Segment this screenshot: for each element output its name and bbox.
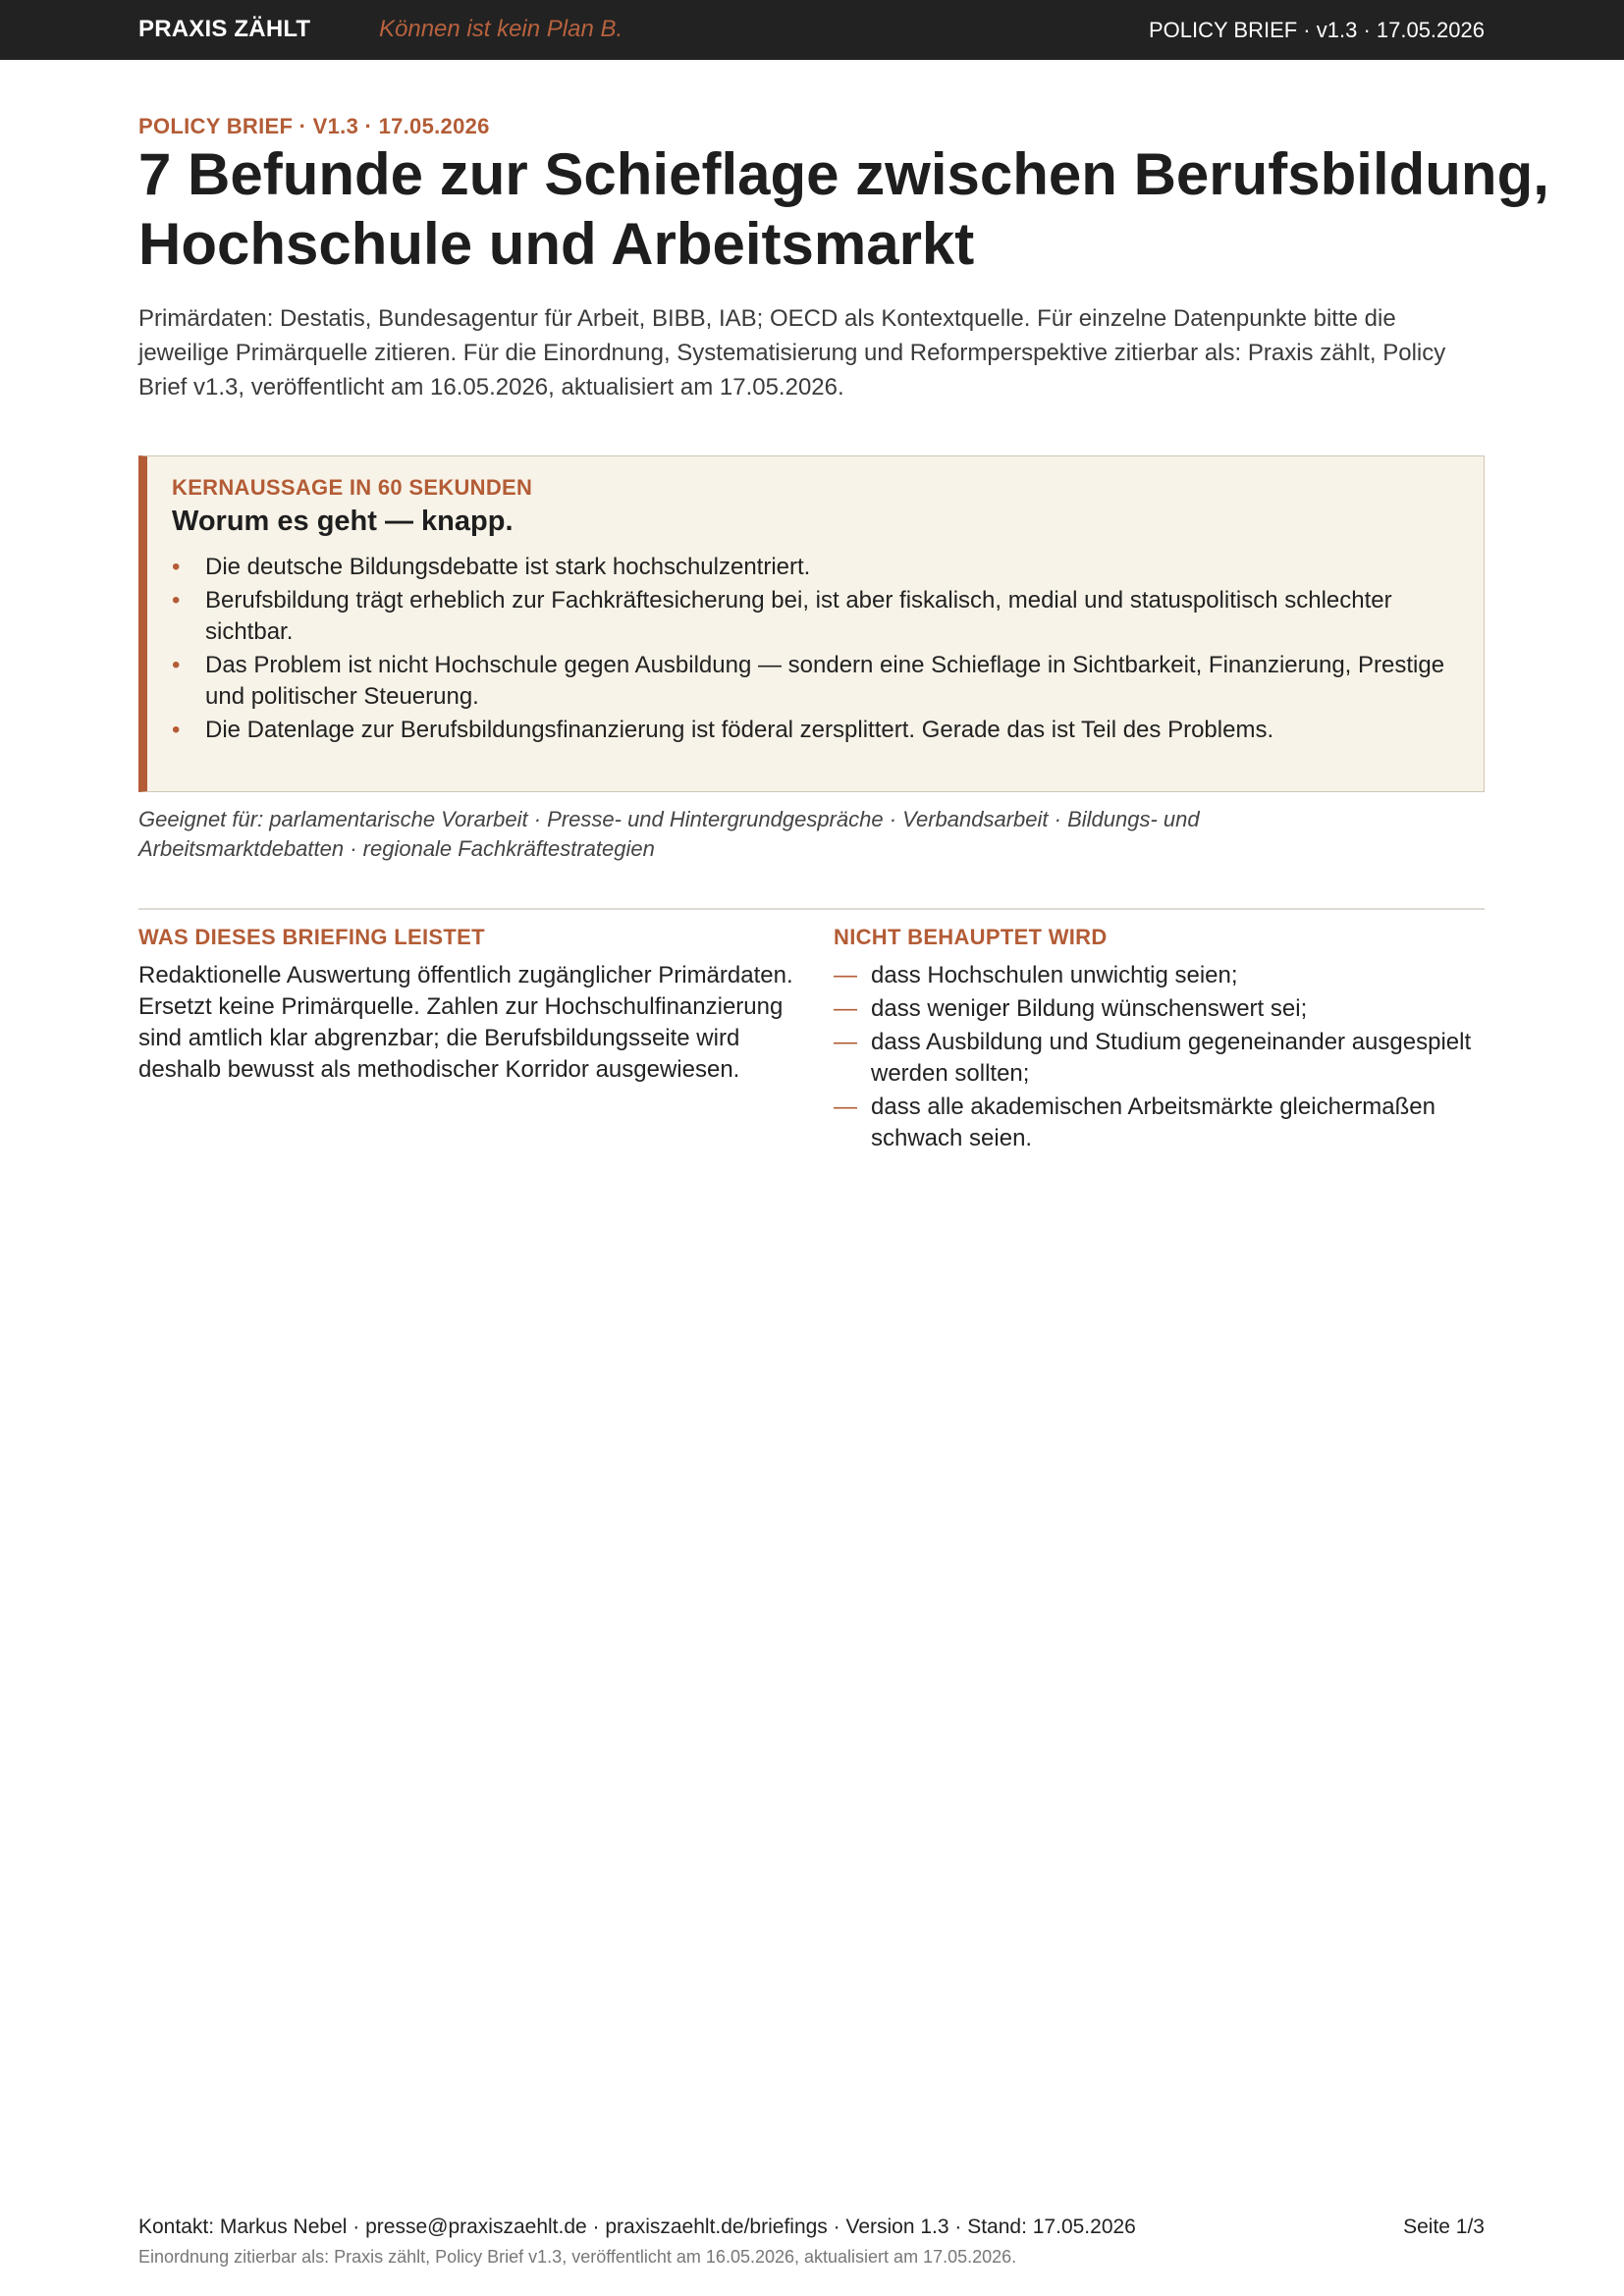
key-message-label: KERNAUSSAGE IN 60 SEKUNDEN — [172, 475, 533, 500]
brand-tagline: Können ist kein Plan B. — [379, 16, 623, 42]
bullet-icon: • — [172, 717, 181, 743]
list-item — [834, 1092, 1485, 1154]
not-claimed-list — [834, 960, 1485, 1154]
briefing-scope-label: WAS DIESES BRIEFING LEISTET — [138, 925, 485, 949]
footer-contact: Kontakt: Markus Nebel · presse@praxiszaehlt.de · praxiszaehlt.de/briefings · Version 1.3 · Stand: 17.05.2026 — [138, 2216, 1136, 2238]
bullet-text: Die deutsche Bildungsdebatte ist stark hochschulzentriert. — [205, 554, 811, 580]
list-item — [172, 650, 1448, 713]
top-bar — [0, 0, 1624, 60]
source-note: Primärdaten: Destatis, Bundesagentur für Arbeit, BIBB, IAB; OECD als Kontextquelle. Für einzelne Datenpunkte bitte die jeweilige Primärquelle zitieren. Für die Einordnung, Systematisierung und Reformperspektive zitierbar als: Praxis zählt, Policy Brief v1.3, veröffentlicht am 16.05.2026, aktualisiert am 17.05.2026. — [138, 305, 1446, 400]
footer-citation: Einordnung zitierbar als: Praxis zählt, Policy Brief v1.3, veröffentlicht am 16.05.2026, aktualisiert am 17.05.2026. — [138, 2247, 1017, 2267]
bullet-icon: • — [172, 587, 181, 614]
item-text: dass Ausbildung und Studium gegeneinander ausgespielt werden sollten; — [871, 1029, 1472, 1087]
list-item — [172, 552, 1448, 583]
key-message-heading: Worum es geht — knapp. — [172, 506, 514, 537]
list-item — [172, 585, 1448, 648]
page-number: Seite 1/3 — [1403, 2216, 1485, 2238]
not-claimed-label: NICHT BEHAUPTET WIRD — [834, 925, 1108, 949]
bullet-text: Berufsbildung trägt erheblich zur Fachkräftesicherung bei, ist aber fiskalisch, medial und statuspolitisch schlechter sichtbar. — [205, 587, 1392, 645]
list-item — [172, 715, 1448, 746]
suitable-for-note: Geeignet für: parlamentarische Vorarbeit · Presse- und Hintergrundgespräche · Verbandsarbeit · Bildungs- und Arbeitsmarktdebatten · regionale Fachkräftestrategien — [138, 807, 1200, 861]
bullet-icon: • — [172, 652, 181, 678]
bullet-text: Das Problem ist nicht Hochschule gegen Ausbildung — sondern eine Schieflage in Sichtbarkeit, Finanzierung, Prestige und politischer Steuerung. — [205, 652, 1445, 710]
key-message-box — [138, 455, 1485, 792]
dash-icon: — — [834, 995, 857, 1022]
brand-name: PRAXIS ZÄHLT — [138, 16, 311, 42]
document-meta: POLICY BRIEF · v1.3 · 17.05.2026 — [1149, 18, 1485, 42]
item-text: dass weniger Bildung wünschenswert sei; — [871, 995, 1308, 1022]
key-message-list — [172, 552, 1448, 748]
doc-kicker: POLICY BRIEF · V1.3 · 17.05.2026 — [138, 114, 490, 138]
section-divider — [138, 908, 1485, 910]
dash-icon: — — [834, 1029, 857, 1055]
list-item — [834, 960, 1485, 991]
briefing-scope-text: Redaktionelle Auswertung öffentlich zugänglicher Primärdaten. Ersetzt keine Primärquelle. Zahlen zur Hochschulfinanzierung sind amtlich klar abgrenzbar; die Berufsbildungsseite wird deshalb bewusst als methodischer Korridor ausgewiesen. — [138, 962, 793, 1083]
list-item — [834, 993, 1485, 1025]
dash-icon: — — [834, 962, 857, 988]
bullet-text: Die Datenlage zur Berufsbildungsfinanzierung ist föderal zersplittert. Gerade das ist Teil des Problems. — [205, 717, 1274, 743]
dash-icon: — — [834, 1094, 857, 1120]
page-title: 7 Befunde zur Schieflage zwischen Berufsbildung, Hochschule und Arbeitsmarkt — [138, 141, 1549, 277]
not-claimed-column — [834, 925, 1485, 1156]
list-item — [834, 1027, 1485, 1090]
item-text: dass alle akademischen Arbeitsmärkte gleichermaßen schwach seien. — [871, 1094, 1435, 1151]
bullet-icon: • — [172, 554, 181, 580]
item-text: dass Hochschulen unwichtig seien; — [871, 962, 1238, 988]
briefing-scope-column — [138, 925, 796, 1086]
